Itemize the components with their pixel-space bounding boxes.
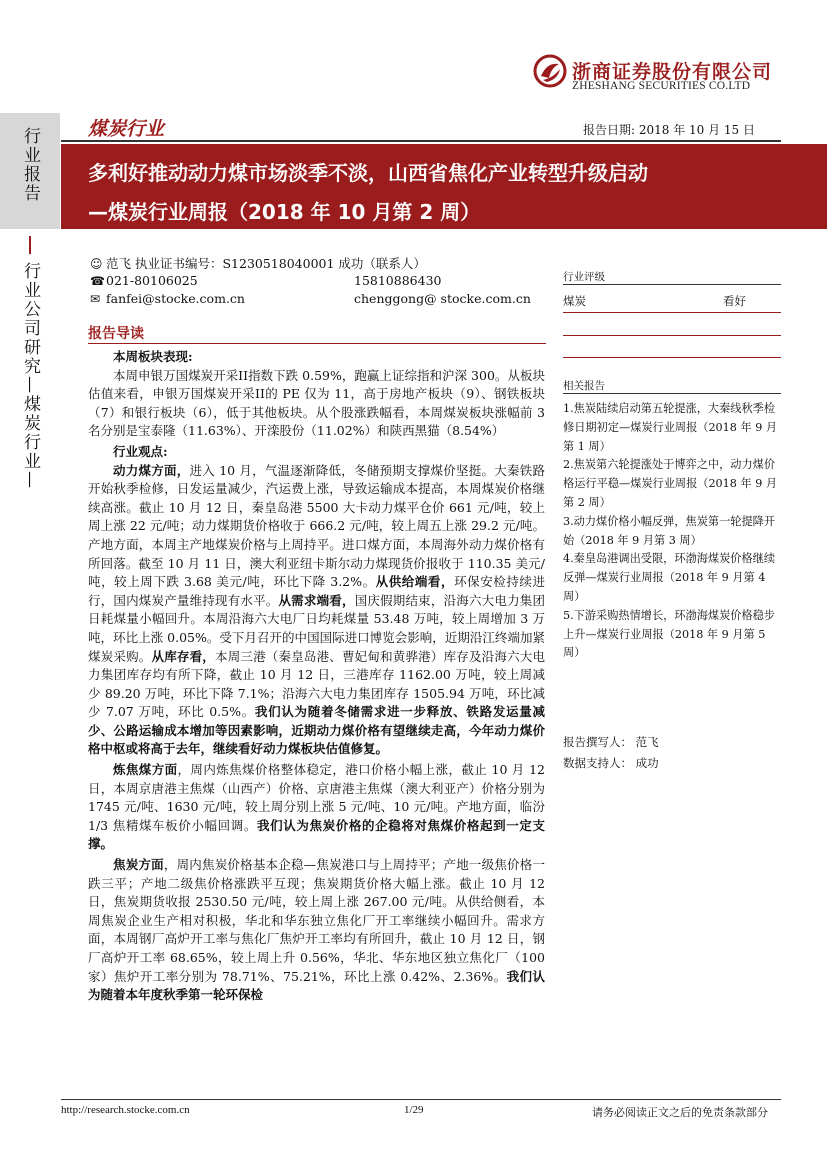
rating-value: 看好: [723, 294, 746, 308]
email-2[interactable]: chenggong@ stocke.com.cn: [354, 291, 531, 306]
coking-coal-paragraph: [88, 761, 545, 854]
rating-rule-3: [563, 357, 781, 358]
coking-coal-text: ，周内炼焦煤价格整体稳定，港口价格小幅上涨，截止 10 月 12 日，本周京唐港主焦煤（山西产）价格、京唐港主焦煤（澳大利亚产）价格分别为 1745 元/吨、1630 元/吨，较上周分别上涨 5 元/吨、10 元/吨。产地方面，临汾 1/3 焦精煤车板价小幅回调。: [88, 762, 545, 833]
rating-rule-2: [563, 335, 781, 336]
person-icon: ☺: [90, 257, 103, 271]
email-line: [90, 291, 245, 306]
side-accent-bar: [29, 236, 31, 254]
coke-paragraph: [88, 856, 545, 1005]
summary-heading: 报告导读: [88, 326, 144, 342]
footer-divider: [61, 1099, 781, 1100]
related-divider: [563, 393, 781, 394]
email-icon: ✉: [90, 292, 101, 306]
phone-2: 15810886430: [354, 273, 442, 288]
demand-lead: 从需求端看，: [278, 592, 355, 608]
company-name-en: ZHESHANG SECURITIES CO.LTD: [572, 80, 751, 92]
supply-text: 环保安检持续进行，国内煤炭产量维持现有水平。: [88, 574, 545, 608]
stock-text: 本周三港（秦皇岛港、曹妃甸和黄骅港）库存及沿海六大电力集团库存均有所下降，截止 10 月 12 日，三港库存 1162.00 万吨，较上周减少 89.20 万吨，环比下降 7.1%；沿海六大电力集团库存 1505.94 万吨，环比减少 7.07 万吨，环比 0.5%。: [88, 648, 545, 720]
rating-divider: [563, 284, 781, 285]
coke-lead: 焦炭方面: [113, 857, 164, 873]
related-report-item[interactable]: 1.焦炭陆续启动第五轮提涨，大秦线秋季检修日期初定—煤炭行业周报（2018 年 9 月第 1 周）: [563, 402, 778, 453]
disclaimer-note: 请务必阅读正文之后的免责条款部分: [592, 1106, 768, 1119]
phone-1: 021-80106025: [106, 273, 198, 288]
steam-coal-text: 进入 10 月，气温逐渐降低，冬储预期支撑煤价坚挺。大秦铁路开始秋季检修，日发运量减少，汽运费上涨，导致运输成本提高，本周煤炭价格继续高涨。截止 10 月 12 日，秦皇岛港 5500 大卡动力煤平仓价 661 元/吨，较上周上涨 22 元/吨；动力煤期货价格收于 666.2 元/吨，较上周五上涨 29.2 元/吨。产地方面，本周主产地煤炭价格与上周持平。进口煤方面，本周海外动力煤价格有所回落。截至 10 月 11 日，澳大利亚纽卡斯尔动力煤现货价报收于 110.35 美元/吨，较上周下跌 3.68 美元/吨，环比下降 3.2%。: [88, 462, 545, 590]
steam-coal-paragraph: [88, 462, 545, 760]
coking-coal-lead: 炼焦煤方面: [113, 762, 178, 778]
related-report-item[interactable]: 2.焦炭第六轮提涨处于博弈之中，动力煤价格运行平稳—煤炭行业周报（2018 年 9 月第 2 周）: [563, 458, 778, 509]
data-supporter: 数据支持人： 成功: [563, 756, 659, 770]
phone-icon: ☎: [90, 274, 105, 288]
report-date: 报告日期: 2018 年 10 月 15 日: [583, 123, 756, 137]
related-reports-heading: 相关报告: [563, 380, 605, 392]
analyst-line: [90, 254, 426, 272]
footer-url-link[interactable]: http://research.stocke.com.cn: [61, 1104, 190, 1116]
company-name-cn: 浙商证券股份有限公司: [572, 61, 773, 83]
stock-lead: 从库存看，: [151, 648, 215, 664]
report-title: 多利好推动动力煤市场淡季不淡，山西省焦化产业转型升级启动: [88, 161, 648, 185]
report-writer: 报告撰写人： 范飞: [563, 735, 659, 749]
company-logo-icon: [533, 54, 567, 88]
steam-coal-lead: 动力煤方面，: [113, 462, 190, 478]
analyst-name-cert: 范飞 执业证书编号：S1230518040001 成功（联系人）: [106, 256, 426, 271]
coking-coal-conclusion: 我们认为焦炭价格的企稳将对焦煤价格起到一定支撑。: [88, 817, 545, 852]
steam-coal-conclusion: 我们认为随着冬储需求进一步释放、铁路发运量减少、公路运输成本增加等因素影响，近期动力煤价格有望继续走高，今年动力煤价格中枢或将高于去年，继续看好动力煤板块估值修复。: [88, 704, 545, 757]
supply-lead: 从供给端看，: [375, 574, 455, 590]
phone-line: [90, 273, 198, 288]
related-reports-list: [563, 400, 779, 663]
header-divider: [61, 140, 781, 142]
side-tab-report-type: 行业报告: [20, 127, 40, 203]
side-tab-category: 行业公司研究—煤炭行业—: [20, 262, 40, 490]
coke-conclusion: 我们认为随着本年度秋季第一轮环保检: [88, 968, 545, 1003]
weekly-paragraph: 本周申银万国煤炭开采II指数下跌 0.59%，跑赢上证综指和沪深 300。从板块估值来看，申银万国煤炭开采II的 PE 仅为 11，高于房地产板块（9）、钢铁板块（7）和银行板块（6），低于其他板块。从个股涨跌幅看，本周煤炭板块涨幅前 3 名分别是宝泰隆（11.63%）、开滦股份（11.02%）和陕西黑猫（8.54%）: [88, 367, 545, 439]
industry-label: 煤炭行业: [88, 118, 165, 140]
rating-sector: 煤炭: [563, 294, 586, 308]
page-number: 1/29: [404, 1104, 424, 1116]
weekly-heading: 本周板块表现:: [113, 349, 193, 364]
rating-rule-1: [563, 312, 781, 313]
view-heading: 行业观点:: [113, 443, 168, 459]
rating-heading: 行业评级: [563, 271, 605, 283]
related-report-item[interactable]: 3.动力煤价格小幅反弹，焦炭第一轮提降开始（2018 年 9 月第 3 周）: [563, 514, 776, 547]
demand-text: 国庆假期结束，沿海六大电力集团日耗煤量小幅回升。本周沿海六大电厂日均耗煤量 53.48 万吨，较上周增加 3 万吨，环比上涨 0.05%。受下月召开的中国国际进口博览会影响，近期沿江终端加紧煤炭采购。: [88, 592, 545, 664]
email-1[interactable]: fanfei@stocke.com.cn: [106, 291, 245, 306]
related-report-item[interactable]: 5.下游采购热情增长，环渤海煤炭价格稳步上升—煤炭行业周报（2018 年 9 月第 5 周）: [563, 608, 776, 660]
report-subtitle: —煤炭行业周报（2018 年 10 月第 2 周）: [88, 200, 481, 224]
summary-body: [88, 348, 545, 1005]
coke-text: ，周内焦炭价格基本企稳—焦炭港口与上周持平；产地一级焦价格一跌三平；产地二级焦价格涨跌平互现；焦炭期货价格大幅上涨。截止 10 月 12 日，焦炭期货收报 2530.50 元/吨，较上周上涨 267.00 元/吨。从供给侧看，本周焦炭企业生产相对积极，华北和华东独立焦化厂开工率继续小幅回升。需求方面，本周钢厂高炉开工率与焦化厂焦炉开工率均有所回升，截止 10 月 12 日，钢厂高炉开工率 68.65%，较上周上升 0.56%，华北、华东地区独立焦化厂（100 家）焦炉开工率分别为 78.71%、75.21%，环比上涨 0.42%、2.36%。: [88, 857, 545, 984]
summary-divider: [88, 343, 546, 344]
related-report-item[interactable]: 4.秦皇岛港调出受限，环渤海煤炭价格继续反弹—煤炭行业周报（2018 年 9 月第 4 周）: [563, 552, 776, 603]
